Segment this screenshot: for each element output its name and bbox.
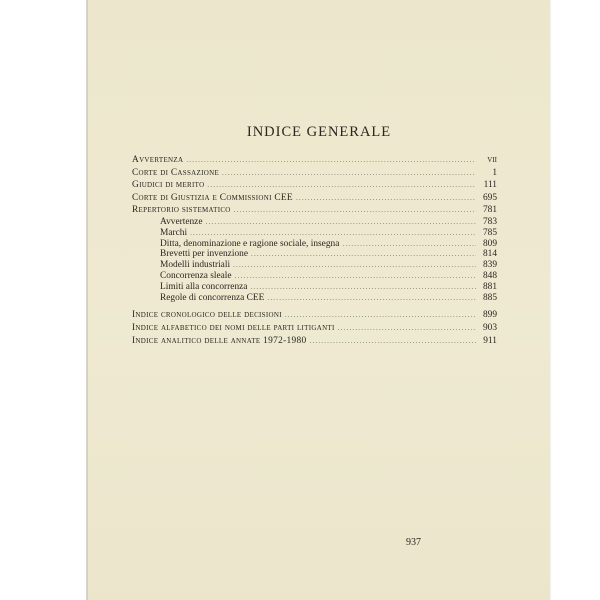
toc-subentry-limiti-concorrenza bbox=[132, 282, 497, 293]
leader-dots bbox=[207, 179, 476, 192]
toc-entry-label: Brevetti per invenzione bbox=[160, 249, 248, 260]
toc-entry-label: Regole di concorrenza CEE bbox=[160, 292, 265, 303]
toc-entry-page: 839 bbox=[482, 260, 497, 271]
toc-entry-corte-di-giustizia bbox=[132, 192, 497, 205]
toc-entry-label: Repertorio sistematico bbox=[132, 205, 231, 216]
toc-entry-label: Avvertenze bbox=[160, 216, 203, 227]
leader-dots bbox=[250, 282, 476, 293]
toc-entry-label: Limiti alla concorrenza bbox=[160, 281, 248, 292]
toc-entry-avvertenza bbox=[132, 154, 497, 167]
leader-dots bbox=[338, 322, 476, 335]
table-of-contents bbox=[132, 154, 497, 347]
leader-dots bbox=[186, 154, 476, 167]
toc-subentry-marchi bbox=[132, 228, 497, 239]
page-title: INDICE GENERALE bbox=[246, 124, 392, 140]
toc-entry-label: Ditta, denominazione e ragione sociale, insegna bbox=[160, 238, 340, 249]
toc-entry-page: 1 bbox=[492, 167, 497, 178]
toc-entry-page: 911 bbox=[483, 335, 497, 346]
toc-entry-page: 903 bbox=[482, 322, 497, 333]
toc-entry-page: 785 bbox=[482, 227, 497, 238]
leader-dots bbox=[251, 249, 476, 260]
leader-dots bbox=[190, 228, 476, 239]
toc-subentry-concorrenza-sleale bbox=[132, 271, 497, 282]
leader-dots bbox=[285, 309, 476, 322]
leader-dots bbox=[233, 260, 476, 271]
leader-dots bbox=[222, 167, 476, 180]
toc-subentry-modelli-industriali bbox=[132, 260, 497, 271]
toc-entry-indice-alfabetico bbox=[132, 322, 497, 335]
toc-entry-label: Indice cronologico delle decisioni bbox=[132, 310, 282, 321]
toc-entry-label: Concorrenza sleale bbox=[160, 270, 232, 281]
toc-entry-giudici-di-merito bbox=[132, 179, 497, 192]
toc-entry-label: Indice analitico delle annate 1972-1980 bbox=[132, 335, 307, 346]
toc-entry-label: Avvertenza bbox=[132, 155, 184, 165]
leader-dots bbox=[235, 271, 476, 282]
page-number: 937 bbox=[406, 537, 421, 548]
toc-entry-repertorio-sistematico bbox=[132, 204, 497, 217]
toc-entry-indice-cronologico bbox=[132, 309, 497, 322]
toc-entry-label: Indice alfabetico dei nomi delle parti litiganti bbox=[132, 322, 335, 333]
toc-entry-page: 885 bbox=[482, 292, 497, 303]
toc-entry-page: 781 bbox=[482, 205, 497, 216]
leader-dots bbox=[206, 217, 476, 228]
toc-entry-corte-di-cassazione bbox=[132, 167, 497, 180]
toc-entry-page: 809 bbox=[482, 238, 497, 249]
toc-entry-label: Giudici di merito bbox=[132, 180, 205, 191]
toc-subentry-ditta bbox=[132, 239, 497, 250]
toc-entry-page: 848 bbox=[482, 270, 497, 281]
leader-dots bbox=[296, 192, 476, 205]
leader-dots bbox=[267, 293, 476, 304]
toc-entry-label: Corte di Giustizia e Commissioni CEE bbox=[132, 192, 293, 203]
toc-entry-page: 899 bbox=[482, 310, 497, 321]
toc-entry-indice-analitico bbox=[132, 335, 497, 348]
toc-entry-page: 814 bbox=[482, 249, 497, 260]
toc-entry-label: Modelli industriali bbox=[160, 260, 231, 271]
leader-dots bbox=[342, 239, 476, 250]
toc-entry-label: Corte di Cassazione bbox=[132, 167, 220, 178]
toc-subentry-avvertenze bbox=[132, 217, 497, 228]
toc-entry-page: 111 bbox=[483, 180, 497, 191]
toc-subentry-brevetti bbox=[132, 249, 497, 260]
toc-entry-page: 881 bbox=[482, 281, 497, 292]
book-page bbox=[88, 0, 550, 600]
toc-entry-page: 783 bbox=[482, 216, 497, 227]
leader-dots bbox=[309, 335, 476, 348]
toc-entry-page: 695 bbox=[482, 192, 497, 203]
toc-entry-label: Marchi bbox=[160, 227, 188, 238]
leader-dots bbox=[234, 204, 476, 217]
toc-entry-page: vii bbox=[487, 155, 497, 165]
toc-subentry-regole-concorrenza-cee bbox=[132, 293, 497, 304]
